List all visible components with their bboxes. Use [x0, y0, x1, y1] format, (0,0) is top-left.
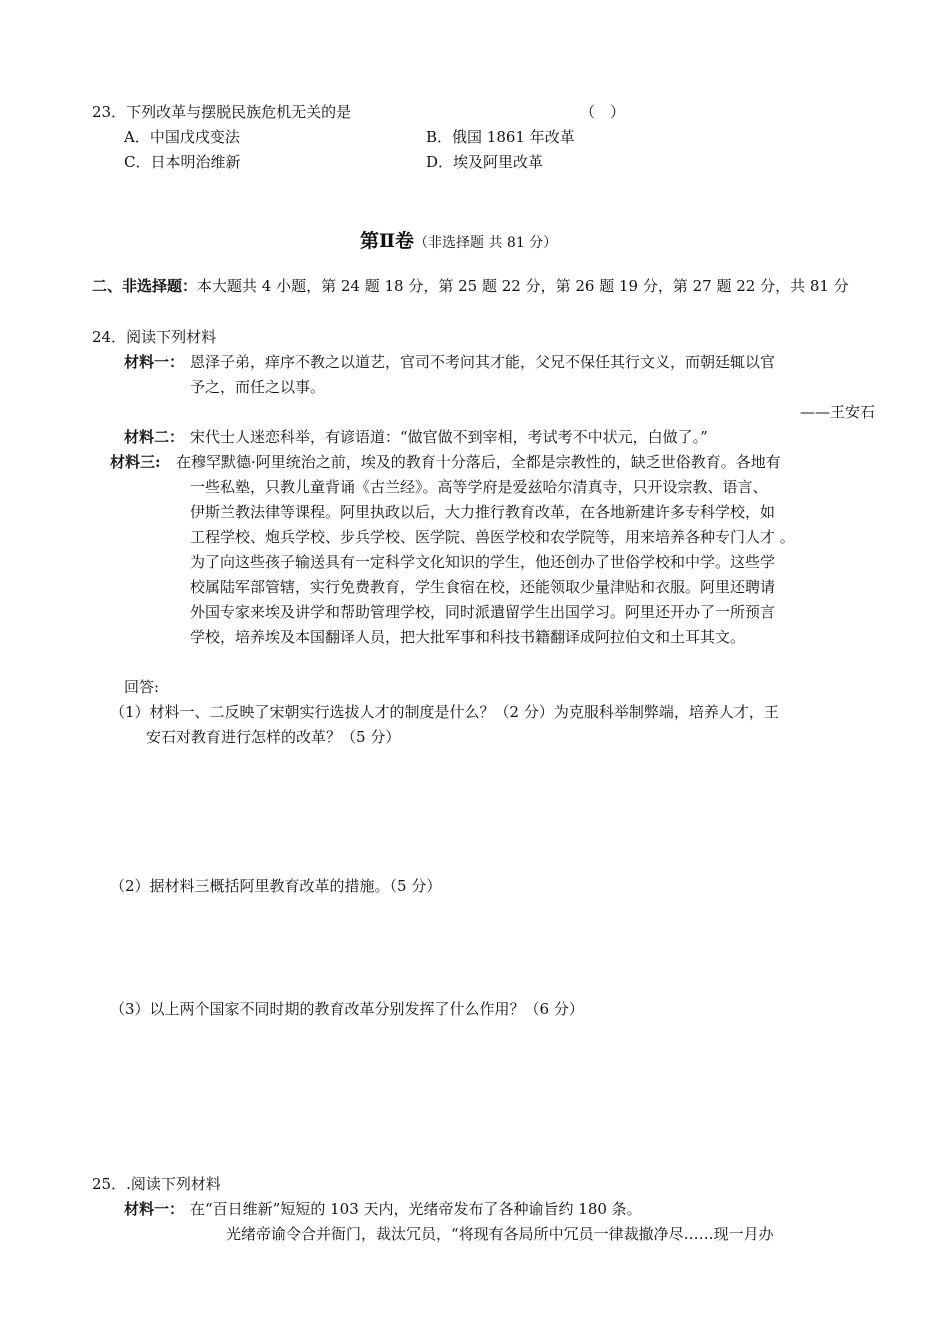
q24-material3-line: 伊斯兰教法律等课程。阿里执政以后，大力推行教育改革，在各地新建许多专科学校，如 — [190, 503, 776, 521]
q23-stem: 23．下列改革与摆脱民族危机无关的是 — [92, 103, 352, 121]
section2-text: 本大题共 4 小题，第 24 题 18 分，第 25 题 22 分，第 26 题 19 分，第 27 题 22 分，共 81 分 — [197, 277, 849, 295]
part2-heading — [360, 226, 557, 253]
q23-answer-paren: （ ） — [580, 103, 626, 121]
q23-option-b: B．俄国 1861 年改革 — [426, 128, 575, 146]
q25-intro: 25．.阅读下列材料 — [92, 1175, 221, 1193]
q24-subquestion-1-cont: 安石对教育进行怎样的改革？（5 分） — [146, 728, 401, 746]
q24-answer-label: 回答: — [124, 678, 160, 696]
q24-material1-line: 恩泽子弟，痒序不教之以道艺，官司不考问其才能，父兄不保任其行文义，而朝廷辄以官 — [190, 353, 776, 371]
q24-material3-line: 工程学校、炮兵学校、步兵学校、医学院、兽医学校和农学院等，用来培养各种专门人才 。 — [190, 528, 795, 546]
q23-option-d: D．埃及阿里改革 — [426, 153, 544, 171]
section2-label: 二、非选择题： — [92, 277, 198, 295]
q24-material3-line: 为了向这些孩子输送具有一定科学文化知识的学生，他还创办了世俗学校和中学。这些学 — [190, 553, 776, 571]
section2-instructions — [92, 275, 849, 296]
q25-material1-line2: 光绪帝谕令合并衙门，裁汰冗员，“将现有各局所中冗员一律裁撤净尽……现一月办 — [226, 1225, 774, 1243]
q24-material3-line: 学校，培养埃及本国翻译人员，把大批军事和科技书籍翻译成阿拉伯文和土耳其文。 — [190, 628, 746, 646]
q24-subquestion-3: （3）以上两个国家不同时期的教育改革分别发挥了什么作用？（6 分） — [110, 1000, 584, 1018]
q24-material3-label: 材料三: — [110, 453, 161, 471]
q24-material3-line: 一些私塾，只教儿童背诵《古兰经》。高等学府是爱兹哈尔清真寺，只开设宗教、语言、 — [190, 478, 768, 496]
q25-material1-label: 材料一： — [124, 1200, 185, 1218]
part2-subtitle: （非选择题 共 81 分） — [414, 235, 558, 251]
q25-material1-text: 在“百日维新”短短的 103 天内，光绪帝发布了各种谕旨约 180 条。 — [190, 1200, 642, 1218]
q23-option-a: A．中国戊戌变法 — [124, 128, 240, 146]
q24-material1-source: ——王安石 — [800, 403, 876, 421]
q23-option-c: C．日本明治维新 — [124, 153, 241, 171]
q24-material3-line: 外国专家来埃及讲学和帮助管理学校，同时派遣留学生出国学习。阿里还开办了一所预言 — [190, 603, 776, 621]
q24-material3-line: 在穆罕默德·阿里统治之前，埃及的教育十分落后，全都是宗教性的，缺乏世俗教育。各地有 — [176, 453, 781, 471]
part2-title: 第Ⅱ卷 — [360, 230, 415, 252]
q24-intro: 24．阅读下列材料 — [92, 328, 217, 346]
q24-material1-line: 予之，而任之以事。 — [190, 378, 326, 396]
q24-subquestion-1: （1）材料一、二反映了宋朝实行选拔人才的制度是什么？（2 分）为克服科举制弊端，培养人才，王 — [110, 703, 779, 721]
q24-subquestion-2: （2）据材料三概括阿里教育改革的措施。（5 分） — [110, 877, 442, 895]
q24-material3-line: 校属陆军部管辖，实行免费教育，学生食宿在校，还能领取少量津贴和衣服。阿里还聘请 — [190, 578, 776, 596]
q24-material1-label: 材料一： — [124, 353, 185, 371]
q24-material2-label: 材料二： — [124, 428, 185, 446]
q24-material2-text: 宋代士人迷恋科举，有谚语道：“做官做不到宰相，考试考不中状元，白做了。” — [190, 428, 708, 446]
